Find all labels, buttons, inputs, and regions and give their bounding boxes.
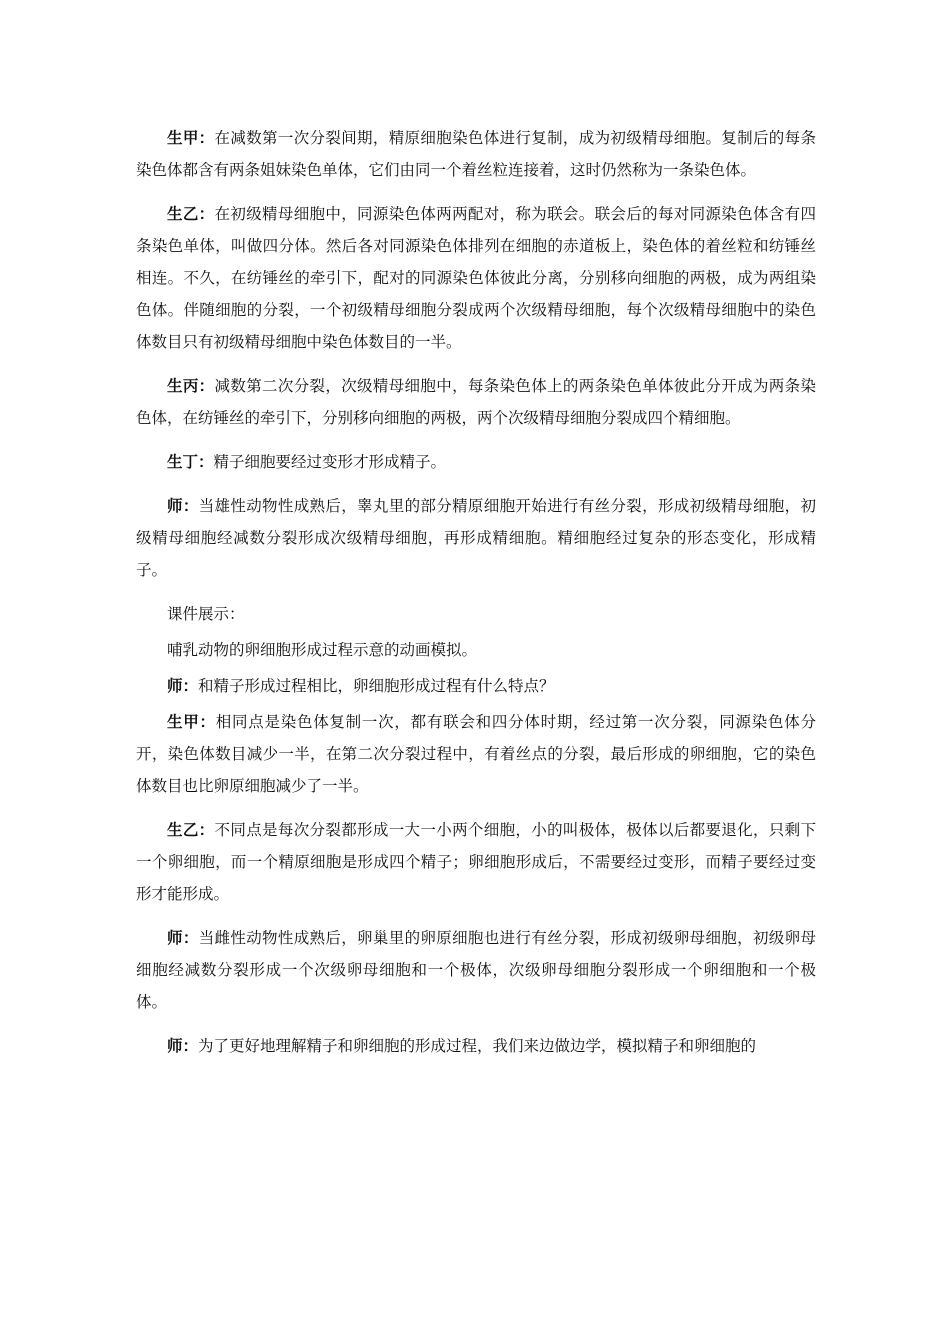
- paragraph: [136, 598, 816, 630]
- paragraph-text: 不同点是每次分裂都形成一大一小两个细胞，小的叫极体，极体以后都要退化，只剩下一个卵细胞，而一个精原细胞是形成四个精子；卵细胞形成后，不需要经过变形，而精子要经过变形才能形成。: [136, 821, 816, 903]
- paragraph-text: 当雌性动物性成熟后，卵巢里的卵原细胞也进行有丝分裂，形成初级卵母细胞，初级卵母细胞经减数分裂形成一个次级卵母细胞和一个极体，次级卵母细胞分裂形成一个卵细胞和一个极体。: [136, 929, 816, 1011]
- speaker-label: 师：: [167, 496, 199, 515]
- speaker-label: 生乙：: [167, 204, 215, 223]
- paragraph-text: 当雄性动物性成熟后，睾丸里的部分精原细胞开始进行有丝分裂，形成初级精母细胞，初级精母细胞经减数分裂形成次级精母细胞，再形成精细胞。精细胞经过复杂的形态变化，形成精子。: [136, 497, 816, 579]
- speaker-label: 生甲：: [167, 128, 215, 147]
- speaker-label: 生乙：: [167, 820, 215, 839]
- paragraph: [136, 1030, 816, 1062]
- speaker-label: 生丙：: [167, 376, 215, 395]
- speaker-label: 生丁：: [167, 452, 214, 471]
- paragraph: [136, 814, 816, 910]
- paragraph-text: 精子细胞要经过变形才形成精子。: [213, 453, 447, 471]
- paragraph-text: 相同点是染色体复制一次，都有联会和四分体时期，经过第一次分裂，同源染色体分开，染色体数目减少一半，在第二次分裂过程中，有着丝点的分裂，最后形成的卵细胞，它的染色体数目也比卵原细胞减少了一半。: [136, 713, 816, 795]
- paragraph: [136, 706, 816, 802]
- document-body: [136, 122, 816, 1074]
- paragraph: [136, 370, 816, 434]
- speaker-label: 生甲：: [167, 712, 216, 731]
- paragraph-text: 哺乳动物的卵细胞形成过程示意的动画模拟。: [167, 641, 478, 659]
- paragraph-text: 课件展示：: [167, 605, 245, 623]
- paragraph-text: 为了更好地理解精子和卵细胞的形成过程，我们来边做边学，模拟精子和卵细胞的: [198, 1037, 757, 1055]
- paragraph: [136, 670, 816, 702]
- paragraph-text: 在减数第一次分裂间期，精原细胞染色体进行复制，成为初级精母细胞。复制后的每条染色体都含有两条姐妹染色单体，它们由同一个着丝粒连接着，这时仍然称为一条染色体。: [136, 129, 816, 179]
- paragraph: [136, 922, 816, 1018]
- paragraph: [136, 634, 816, 666]
- paragraph: [136, 198, 816, 358]
- paragraph: [136, 122, 816, 186]
- paragraph-text: 和精子形成过程相比，卵细胞形成过程有什么特点？: [198, 677, 555, 695]
- paragraph: [136, 446, 816, 478]
- paragraph-text: 在初级精母细胞中，同源染色体两两配对，称为联会。联会后的每对同源染色体含有四条染色单体，叫做四分体。然后各对同源染色体排列在细胞的赤道板上，染色体的着丝粒和纺锤丝相连。不久，在纺锤丝的牵引下，配对的同源染色体彼此分离，分别移向细胞的两极，成为两组染色体。伴随细胞的分裂，一个初级精母细胞分裂成两个次级精母细胞，每个次级精母细胞中的染色体数目只有初级精母细胞中染色体数目的一半。: [136, 205, 816, 351]
- speaker-label: 师：: [167, 928, 199, 947]
- speaker-label: 师：: [167, 1036, 199, 1055]
- paragraph: [136, 490, 816, 586]
- paragraph-text: 减数第二次分裂，次级精母细胞中，每条染色体上的两条染色单体彼此分开成为两条染色体，在纺锤丝的牵引下，分别移向细胞的两极，两个次级精母细胞分裂成四个精细胞。: [136, 377, 816, 427]
- speaker-label: 师：: [167, 676, 199, 695]
